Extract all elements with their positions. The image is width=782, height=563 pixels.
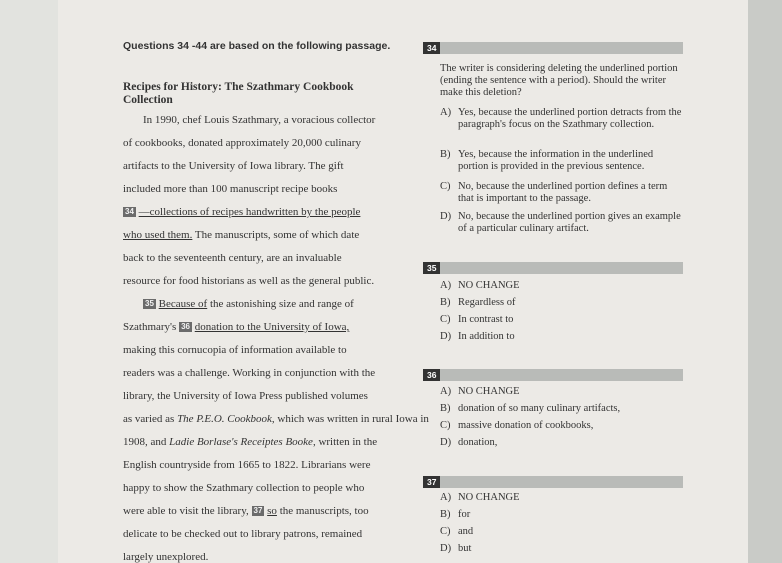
passage-line: back to the seventeenth century, are an invaluable	[123, 252, 342, 264]
passage-line: 35 Because of the astonishing size and range of	[145, 298, 354, 310]
passage-line: happy to show the Szathmary collection to people who	[123, 482, 365, 494]
question-marker-37[interactable]: 37	[253, 506, 263, 515]
passage-title: Recipes for History: The Szathmary Cookbook Collection	[123, 81, 354, 106]
passage-line: delicate to be checked out to library patrons, remained	[123, 528, 363, 540]
question-number: 34	[423, 42, 440, 54]
passage-line: English countryside from 1665 to 1822. Librarians were	[123, 459, 371, 471]
passage-line: included more than 100 manuscript recipe books	[123, 183, 338, 195]
passage-line: readers was a challenge. Working in conjunction with the	[123, 367, 376, 379]
question-header-36	[423, 369, 683, 381]
question-header-35	[423, 262, 683, 274]
page-left-margin	[0, 0, 58, 563]
answer-option-37-b[interactable]: B) for	[440, 509, 471, 520]
answer-option-36-b[interactable]: B) donation of so many culinary artifacts,	[440, 403, 621, 414]
answer-option-35-b[interactable]: B) Regardless of	[440, 297, 516, 308]
answer-option-34-d[interactable]: D) No, because the underlined portion gives an example of a particular culinary artifact.	[440, 211, 681, 234]
question-number: 36	[423, 369, 440, 381]
passage-line: 1908, and Ladie Borlase's Receiptes Booke, written in the	[123, 436, 378, 448]
answer-option-37-c[interactable]: C) and	[440, 526, 474, 537]
answer-option-35-d[interactable]: D) In addition to	[440, 331, 515, 342]
answer-option-37-d[interactable]: D) but	[440, 543, 472, 554]
answer-option-37-a[interactable]: A) NO CHANGE	[440, 492, 520, 503]
passage-line: making this cornucopia of information available to	[123, 344, 347, 356]
question-number: 35	[423, 262, 440, 274]
answer-option-36-a[interactable]: A) NO CHANGE	[440, 386, 520, 397]
page-right-shadow	[748, 0, 782, 563]
passage-line: largely unexplored.	[123, 551, 209, 563]
question-header-34	[423, 42, 683, 54]
passage-line: Szathmary's 36 donation to the University of Iowa,	[123, 321, 350, 333]
passage-line	[123, 206, 360, 218]
question-marker-36[interactable]: 36	[181, 322, 190, 331]
question-stem-34: The writer is considering deleting the underlined portion (ending the sentence with a period). Should the writer make this deletion?	[440, 63, 678, 98]
underlined-portion-37[interactable]: so	[267, 505, 277, 517]
passage-line: who used them. The manuscripts, some of which date	[123, 229, 360, 241]
passage-line: In 1990, chef Louis Szathmary, a voracious collector	[143, 114, 376, 126]
passage-line: were able to visit the library, 37 so the manuscripts, too	[123, 505, 369, 517]
underlined-portion-34[interactable]: —collections of recipes handwritten by the people	[138, 206, 361, 218]
question-number: 37	[423, 476, 440, 488]
passage-line: artifacts to the University of Iowa library. The gift	[123, 160, 344, 172]
underlined-portion-35[interactable]: Because of	[158, 298, 208, 310]
answer-option-36-d[interactable]: D) donation,	[440, 437, 498, 448]
answer-option-36-c[interactable]: C) massive donation of cookbooks,	[440, 420, 594, 431]
answer-option-34-c[interactable]: C) No, because the underlined portion defines a term that is important to the passage.	[440, 181, 668, 204]
question-header-37	[423, 476, 683, 488]
passage-line: library, the University of Iowa Press published volumes	[123, 390, 368, 402]
passage-line: as varied as The P.E.O. Cookbook, which was written in rural Iowa in	[123, 413, 429, 425]
questions-intro: Questions 34 -44 are based on the following passage.	[123, 40, 391, 52]
answer-option-34-a[interactable]: A) Yes, because the underlined portion detracts from the paragraph's focus on the Szathmary collection.	[440, 107, 682, 130]
question-marker-35[interactable]: 35	[145, 299, 154, 308]
book-title: The P.E.O. Cookbook	[177, 413, 272, 425]
book-title: Ladie Borlase's Receiptes Booke	[169, 436, 313, 448]
answer-option-35-a[interactable]: A) NO CHANGE	[440, 280, 520, 291]
passage-line: resource for food historians as well as the general public.	[123, 275, 375, 287]
underlined-portion-34-end[interactable]: who used them.	[123, 229, 193, 241]
passage-line: of cookbooks, donated approximately 20,000 culinary	[123, 137, 361, 149]
answer-option-34-b[interactable]: B) Yes, because the information in the underlined portion is provided in the previous sentence.	[440, 149, 654, 172]
question-marker-34[interactable]: 34	[125, 207, 134, 216]
underlined-portion-36[interactable]: donation to the University of Iowa,	[194, 321, 350, 333]
answer-option-35-c[interactable]: C) In contrast to	[440, 314, 514, 325]
